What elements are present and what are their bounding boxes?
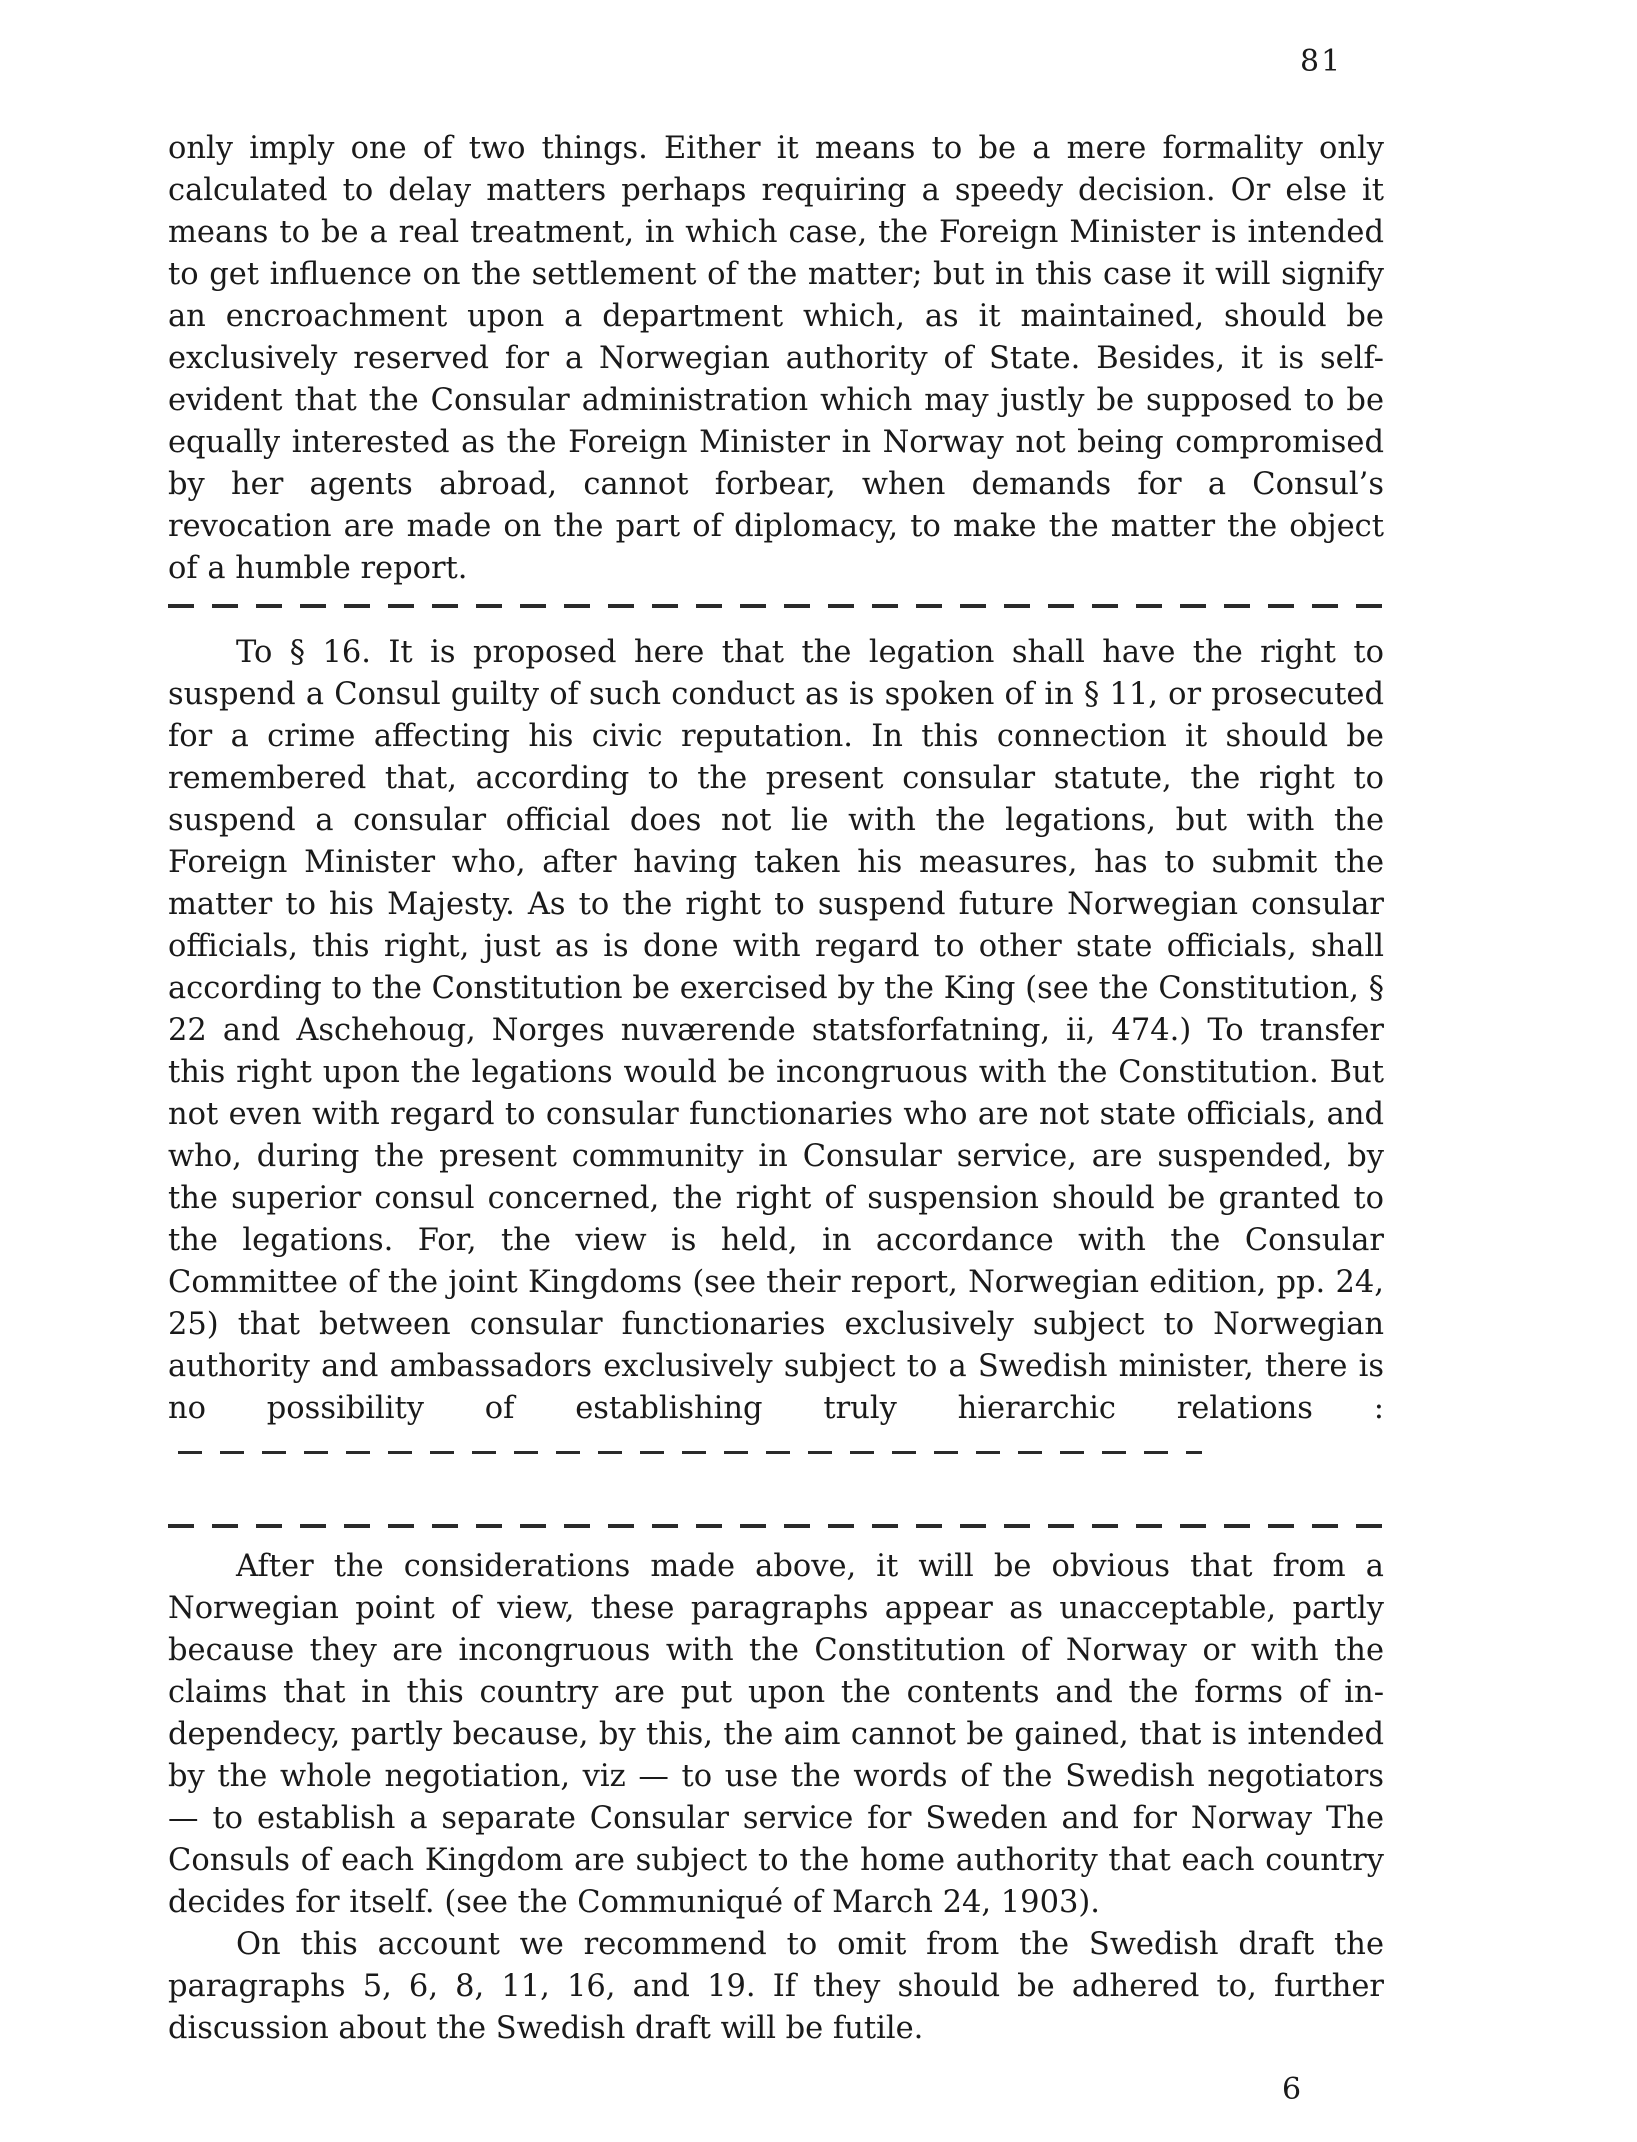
paragraph-section-16-text: To § 16. It is proposed here that the legation shall have the right to suspend a Consul guilty of such conduct as is spoken of in § 11, or prosecuted for a crime affecting his civic reputation. In this connection it should be remembered that, according to the present consular statute, the right to suspend a consular official does not lie with the legations, but with the Foreign Minister who, after having taken his measures, has to submit the matter to his Majesty. As to the right to suspend future Norwegian consular officials, this right, just as is done with regard to other state officials, shall according to the Constitution be exercised by the King (see the Constitution, § 22 and Aschehoug, Norges nuværende statsforfatning, ii, 474.) To transfer this right upon the legations would be incongruous with the Constitution. But not even with regard to consular functionaries who are not state officials, and who, during the present community in Consular service, are suspended, by the superior consul concerned, the right of suspension should be granted to the legations. For, the view is held, in accordance with the Consular Committee of the joint Kingdoms (see their report, Norwegian edition, pp. 24, 25) that between consular functionaries exclusively subject to Norwegian authority and ambassadors exclusively subject to a Swedish minister, there is no possibility of establishing truly hierarchic relations : <box>168 635 1384 1426</box>
text-block-conclusion <box>168 1546 1384 2050</box>
text-block-continuation <box>168 128 1384 590</box>
paragraph-conclusion: After the considerations made above, it will be obvious that from a Norwegian point of view, these paragraphs appear as unacceptable, partly because they are incongruous with the Constitution of Norway or with the claims that in this country are put upon the contents and the forms of independecy, partly because, by this, the aim cannot be gained, that is intended by the whole negotiation, viz — to use the words of the Swedish negotiators — to establish a separate Consular service for Sweden and for Norway The Consuls of each Kingdom are subject to the home authority that each country decides for itself. (see the Communiqué of March 24, 1903). <box>168 1549 1384 1920</box>
omission-dash-rule <box>168 1524 1384 1528</box>
paragraph-continuation: only imply one of two things. Either it means to be a mere formality only calculated to delay matters perhaps requiring a speedy decision. Or else it means to be a real treatment, in which case, the Foreign Minister is intended to get influence on the settlement of the matter; but in this case it will signify an encroachment upon a department which, as it maintained, should be exclusively reserved for a Norwegian authority of State. Besides, it is self-evident that the Consular administration which may justly be supposed to be equally interested as the Foreign Minister in Norway not being compromised by her agents abroad, cannot forbear, when demands for a Consul’s revocation are made on the part of diplomacy, to make the matter the object of a humble report. <box>168 131 1384 586</box>
omission-dash-rule <box>168 604 1384 608</box>
text-block-section-16 <box>168 632 1384 1472</box>
paragraph-section-16 <box>168 632 1384 1472</box>
signature-mark: 6 <box>1282 2072 1302 2107</box>
paragraph-recommendation: On this account we recommend to omit from the Swedish draft the paragraphs 5, 6, 8, 11, 16, and 19. If they should be adhered to, further discussion about the Swedish draft will be futile. <box>168 1927 1384 2046</box>
omission-dash-inline <box>178 1451 1202 1454</box>
page-number: 81 <box>1300 44 1343 79</box>
